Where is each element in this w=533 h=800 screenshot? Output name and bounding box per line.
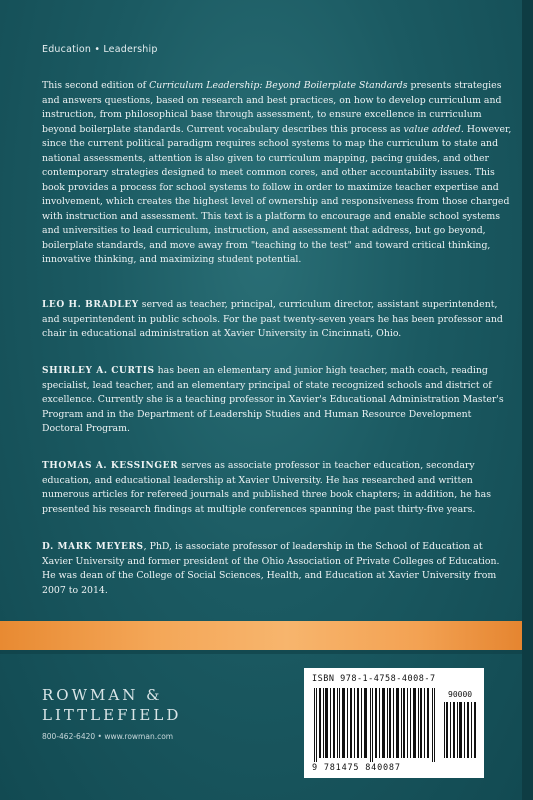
publisher-logo-line1: ROWMAN & xyxy=(42,686,163,704)
spine-edge xyxy=(522,0,533,800)
publisher-contact: 800-462-6420 • www.rowman.com xyxy=(42,732,174,741)
author-name: LEO H. BRADLEY xyxy=(42,300,139,310)
category-label: Education • Leadership xyxy=(42,44,158,55)
author-name: D. MARK MEYERS xyxy=(42,542,144,552)
author-bio xyxy=(42,298,514,342)
ean-digits: 9 781475 840087 xyxy=(312,763,401,773)
book-description xyxy=(42,79,514,268)
description-text: This second edition of xyxy=(42,80,150,91)
author-bio xyxy=(42,364,514,437)
author-bio-text: , PhD, is associate professor of leadership in the School of Education at Xavier University and former president of the Ohio Association of Private Colleges of Education. He was dean of the College of Social Sciences, Health, and Education at Xavier University from 2007 to 2014. xyxy=(42,541,500,596)
author-name: THOMAS A. KESSINGER xyxy=(42,461,179,471)
author-bio-text: served as teacher, principal, curriculum director, assistant superintendent, and superintendent in public schools. For the past twenty-seven years he has been professor and chair in educational administration at Xavier University in Cincinnati, Ohio. xyxy=(42,299,503,339)
barcode-box xyxy=(304,668,484,778)
author-bio xyxy=(42,459,514,517)
ean-barcode xyxy=(312,688,440,762)
band-shadow xyxy=(0,650,522,654)
description-text: . However, since the current political paradigm requires school systems to map the curriculum to state and national assessments, attention is also given to curriculum mapping, pacing guides, and other contemporary strategies designed to meet common cores, and other accountability issues. This book provides a process for school systems to follow in order to maximize teacher expertise and involvement, which creates the highest level of ownership and responsiveness from those charged with instruction and assessment. This text is a platform to encourage and enable school systems and universities to lead curriculum, instruction, and assessment that address, but go beyond, boilerplate standards, and move away from "teaching to the test" and toward critical thinking, innovative thinking, and maximizing student potential. xyxy=(42,123,512,265)
publisher-logo-line2: LITTLEFIELD xyxy=(42,706,182,724)
price-barcode xyxy=(444,702,478,758)
author-name: SHIRLEY A. CURTIS xyxy=(42,366,155,376)
orange-band xyxy=(0,621,522,650)
author-bio xyxy=(42,540,514,598)
book-title: Curriculum Leadership: Beyond Boilerplate Standards xyxy=(149,80,408,91)
description-text: presents strategies and answers questions, based on research and best practices, on how to develop curriculum and instruction, from philosophical base through assessment, to ensure excellence in curriculum beyond boilerplate standards. Current vocabulary describes this process as xyxy=(42,80,502,135)
term-value-added: value added xyxy=(403,123,461,135)
isbn-text: ISBN 978-1-4758-4008-7 xyxy=(312,674,436,684)
author-bio-text: has been an elementary and junior high teacher, math coach, reading specialist, lead teacher, and an elementary principal of state recognized schools and district of excellence. Currently she is a teaching professor in Xavier's Educational Administration Master's Program and in the Department of Leadership Studies and Human Resource Development Doctoral Program. xyxy=(42,365,504,434)
author-bio-text: serves as associate professor in teacher education, secondary education, and educational leadership at Xavier University. He has researched and written numerous articles for refereed journals and published three book chapters; in addition, he has presented his research findings at multiple conferences spanning the past thirty-five years. xyxy=(42,460,492,515)
price-code: 90000 xyxy=(448,690,473,699)
